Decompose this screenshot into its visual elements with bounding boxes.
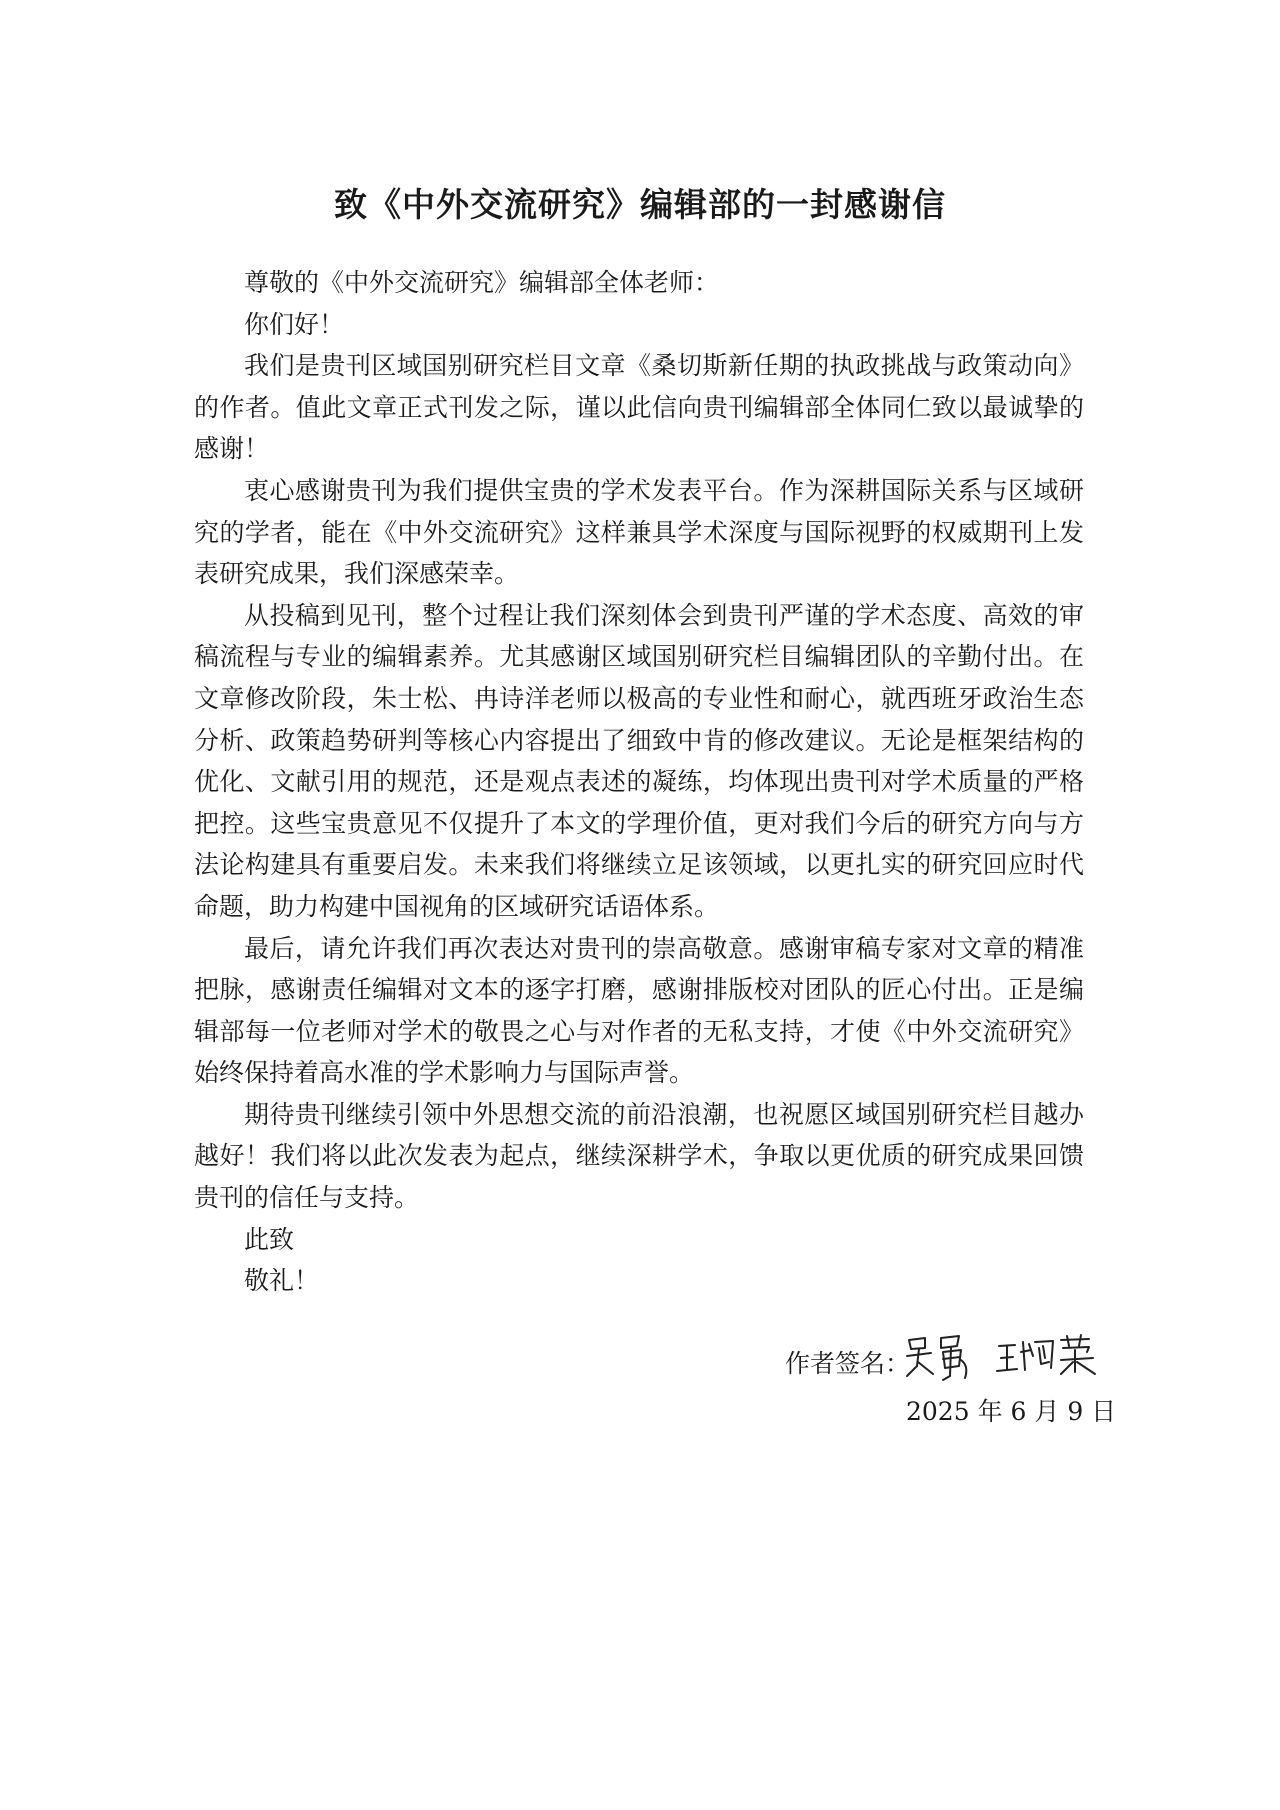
salutation: 尊敬的《中外交流研究》编辑部全体老师： [244,268,720,297]
closing-line-2: 敬礼！ [244,1266,320,1296]
letter-body [194,262,1084,1302]
paragraph-5: 期待贵刊继续引领中外思想交流的前沿浪潮，也祝愿区域国别研究栏目越办越好！我们将以此次发表为起点，继续深耕学术，争取以更优质的研究成果回馈贵刊的信任与支持。 [194,1099,1084,1213]
paragraph-4: 最后，请允许我们再次表达对贵刊的崇高敬意。感谢审稿专家对文章的精准把脉，感谢责任编辑对文本的逐字打磨，感谢排版校对团队的匠心付出。正是编辑部每一位老师对学术的敬畏之心与对作者的无私支持，才使《中外交流研究》始终保持着高水准的学术影响力与国际声誉。 [194,933,1084,1088]
paragraph-3: 从投稿到见刊，整个过程让我们深刻体会到贵刊严谨的学术态度、高效的审稿流程与专业的编辑素养。尤其感谢区域国别研究栏目编辑团队的辛勤付出。在文章修改阶段，朱士松、冉诗洋老师以极高的专业性和耐心，就西班牙政治生态分析、政策趋势研判等核心内容提出了细致中肯的修改建议。无论是框架结构的优化、文献引用的规范，还是观点表述的凝练，均体现出贵刊对学术质量的严格把控。这些宝贵意见不仅提升了本文的学理价值，更对我们今后的研究方向与方法论构建具有重要启发。未来我们将继续立足该领域，以更扎实的研究回应时代命题，助力构建中国视角的区域研究话语体系。 [194,600,1084,921]
greeting: 你们好！ [244,309,345,339]
signature-block [785,1330,1105,1390]
letter-date: 2025 年 6 月 9 日 [906,1397,1117,1426]
letter-title: 致《中外交流研究》编辑部的一封感谢信 [334,185,946,224]
signature-label: 作者签名： [785,1349,911,1378]
paragraph-1: 我们是贵刊区域国别研究栏目文章《桑切斯新任期的执政挑战与政策动向》的作者。值此文章正式刊发之际，谨以此信向贵刊编辑部全体同仁致以最诚挚的感谢！ [194,351,1084,464]
handwritten-signature [903,1330,1103,1386]
paragraph-2: 衷心感谢贵刊为我们提供宝贵的学术发表平台。作为深耕国际关系与区域研究的学者，能在《中外交流研究》这样兼具学术深度与国际视野的权威期刊上发表研究成果，我们深感荣幸。 [194,475,1084,589]
closing-line-1: 此致 [244,1224,295,1254]
